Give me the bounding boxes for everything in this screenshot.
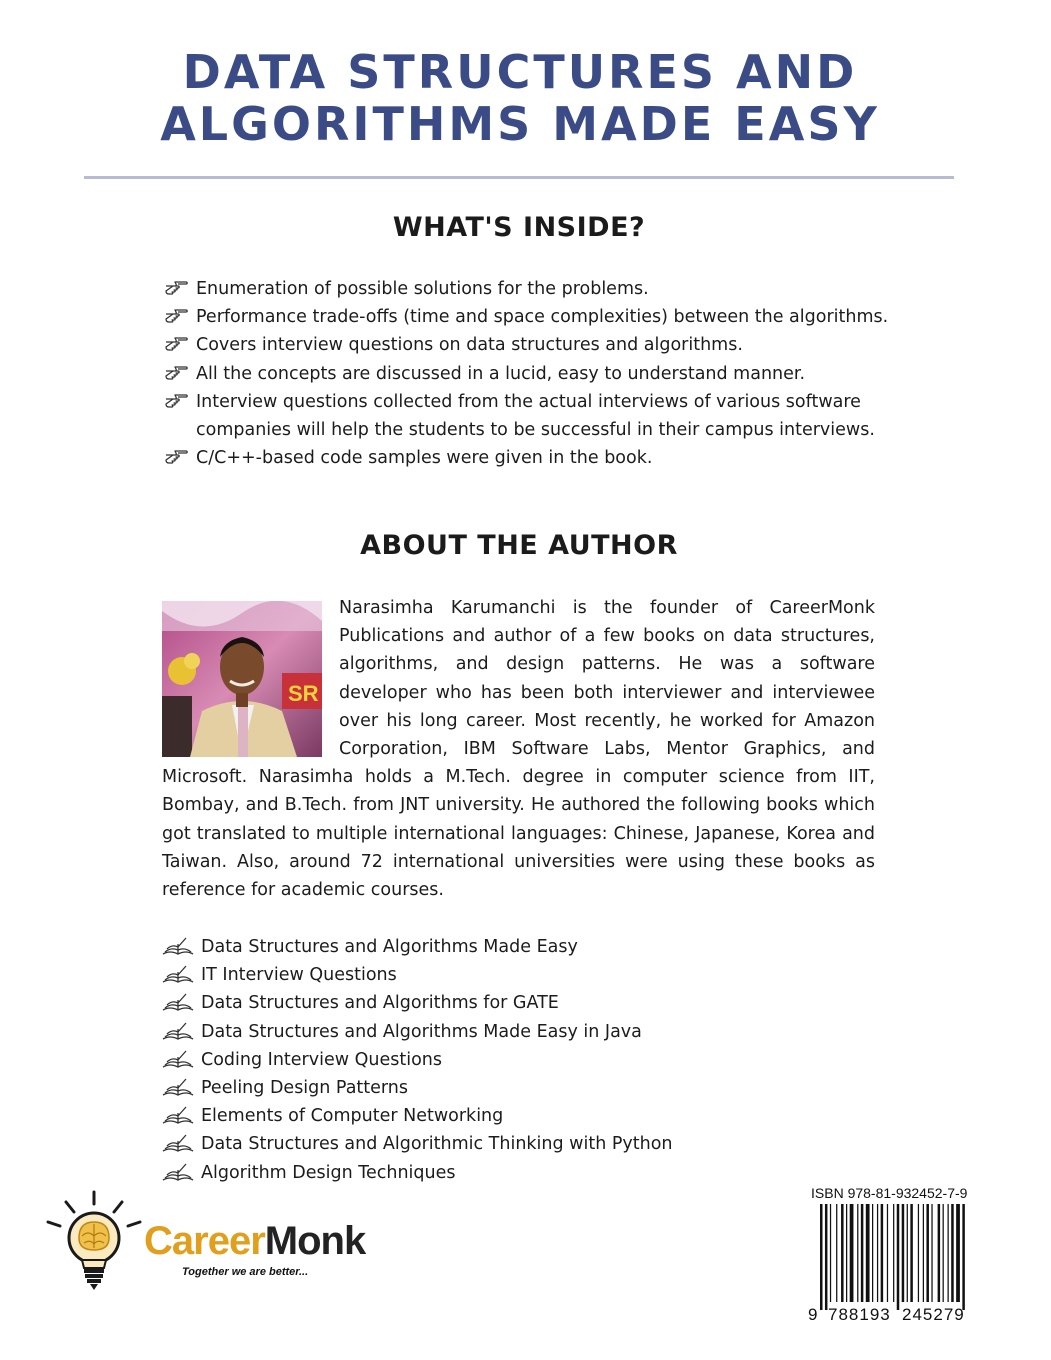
list-item — [162, 961, 862, 989]
isbn-label: ISBN 978-81-932452-7-9 — [811, 1185, 968, 1201]
list-item — [162, 989, 862, 1017]
book-title: Peeling Design Patterns — [201, 1078, 409, 1099]
book-title: Algorithm Design Techniques — [201, 1162, 456, 1183]
whats-inside-heading: WHAT'S INSIDE? — [392, 212, 646, 243]
barcode-bar — [918, 1204, 919, 1302]
barcode-digit-first: 9 — [808, 1305, 818, 1324]
list-item — [162, 1018, 862, 1046]
open-book-icon — [162, 1021, 194, 1043]
barcode-bar — [861, 1204, 864, 1302]
barcode-bar — [956, 1204, 960, 1302]
barcode-bar — [887, 1204, 888, 1302]
book-title: Data Structures and Algorithms for GATE — [201, 993, 559, 1014]
list-item — [162, 1159, 862, 1187]
whats-inside-list — [164, 275, 894, 472]
open-book-icon — [162, 964, 194, 986]
list-item — [164, 303, 894, 331]
barcode-bar — [897, 1204, 900, 1310]
list-item — [162, 933, 862, 961]
about-author-heading: ABOUT THE AUTHOR — [360, 530, 678, 561]
list-item — [162, 1046, 862, 1074]
barcode-digits-left: 788193 — [828, 1305, 891, 1324]
pointing-hand-icon — [164, 446, 190, 470]
open-book-icon — [162, 1105, 194, 1127]
barcode-bar — [902, 1204, 905, 1302]
barcode-bar — [910, 1204, 913, 1302]
barcode-bar — [877, 1204, 878, 1302]
pointing-hand-icon — [164, 277, 190, 301]
barcode-bar — [846, 1204, 847, 1302]
barcode-bar — [931, 1204, 932, 1302]
barcode-bar — [881, 1204, 884, 1302]
open-book-icon — [162, 1049, 194, 1071]
book-title-line-1: DATA STRUCTURES AND — [182, 45, 858, 99]
barcode-bar — [948, 1204, 949, 1302]
barcode-bar — [866, 1204, 870, 1302]
barcode-bar — [893, 1204, 894, 1302]
barcode-bar — [907, 1204, 908, 1302]
list-item — [162, 1130, 862, 1158]
barcode-bar — [926, 1204, 929, 1302]
barcode-bar — [872, 1204, 873, 1302]
svg-text:SR: SR — [288, 681, 319, 706]
barcode-bar — [923, 1204, 924, 1302]
open-book-icon — [162, 1162, 194, 1184]
list-item — [162, 1074, 862, 1102]
book-title: Elements of Computer Networking — [201, 1106, 504, 1127]
pointing-hand-icon — [164, 390, 190, 414]
list-item — [164, 388, 894, 444]
publisher-name-part-1: Career — [144, 1219, 265, 1263]
list-item-text: Interview questions collected from the actual interviews of various software companies will help the students to be successful in their campus interviews. — [196, 391, 875, 441]
barcode-digits-right: 245279 — [902, 1305, 965, 1324]
barcode-bar — [857, 1204, 858, 1302]
list-item-text: Covers interview questions on data structures and algorithms. — [196, 335, 743, 356]
list-item — [164, 444, 894, 472]
list-item-text: Enumeration of possible solutions for the problems. — [196, 279, 649, 299]
pointing-hand-icon — [164, 305, 190, 329]
book-title: Data Structures and Algorithms Made Easy in Java — [201, 1021, 642, 1042]
open-book-icon — [162, 1077, 194, 1099]
book-title — [0, 46, 1040, 150]
barcode-bar — [820, 1204, 823, 1310]
publisher-name-part-2: Monk — [264, 1219, 366, 1263]
list-item — [164, 275, 894, 303]
author-bio — [162, 594, 875, 904]
list-item-text: C/C++-based code samples were given in the book. — [196, 448, 653, 469]
barcode-bar — [841, 1204, 844, 1302]
list-item — [164, 331, 894, 359]
list-item — [164, 360, 894, 388]
title-divider — [84, 176, 954, 179]
pointing-hand-icon — [164, 362, 190, 386]
list-item — [162, 1102, 862, 1130]
open-book-icon — [162, 1133, 194, 1155]
book-title: Coding Interview Questions — [201, 1049, 442, 1070]
list-item-text: Performance trade-offs (time and space complexities) between the algorithms. — [196, 307, 889, 328]
barcode — [806, 1204, 976, 1326]
barcode-bar — [836, 1204, 837, 1302]
publisher-logo-text — [144, 1218, 365, 1264]
open-book-icon — [162, 992, 194, 1014]
barcode-bar — [830, 1204, 831, 1302]
book-title: Data Structures and Algorithms Made Easy — [201, 937, 578, 957]
book-title: IT Interview Questions — [201, 965, 397, 986]
publisher-tagline: Together we are better... — [182, 1266, 309, 1278]
pointing-hand-icon — [164, 333, 190, 357]
barcode-bar — [943, 1204, 944, 1302]
barcode-bar — [962, 1204, 965, 1310]
barcode-bar — [825, 1204, 828, 1310]
open-book-icon — [162, 936, 194, 958]
list-item-text: All the concepts are discussed in a lucid, easy to understand manner. — [196, 363, 806, 384]
author-bio-text: Narasimha Karumanchi is the founder of CareerMonk Publications and author of a few books on data structures, algorithms, and design patterns. He was a software developer who has been both interviewer and interviewee over his long career. Most recently, he worked for Amazon Corporation, IBM Software Labs, Mentor Graphics, and Microsoft. Narasimha holds a M.Tech. degree in computer science from IIT, Bombay, and B.Tech. from JNT university. He authored the following books which got translated to multiple international languages: Chinese, Japanese, Korea and Taiwan. Also, around 72 international universities were using these books as reference for academic courses. — [162, 598, 875, 901]
books-list — [162, 933, 862, 1187]
barcode-bar — [850, 1204, 854, 1302]
barcode-bar — [951, 1204, 954, 1302]
book-title-line-2: ALGORITHMS MADE EASY — [160, 97, 880, 151]
book-title: Data Structures and Algorithmic Thinking with Python — [201, 1134, 673, 1155]
barcode-bar — [938, 1204, 941, 1302]
